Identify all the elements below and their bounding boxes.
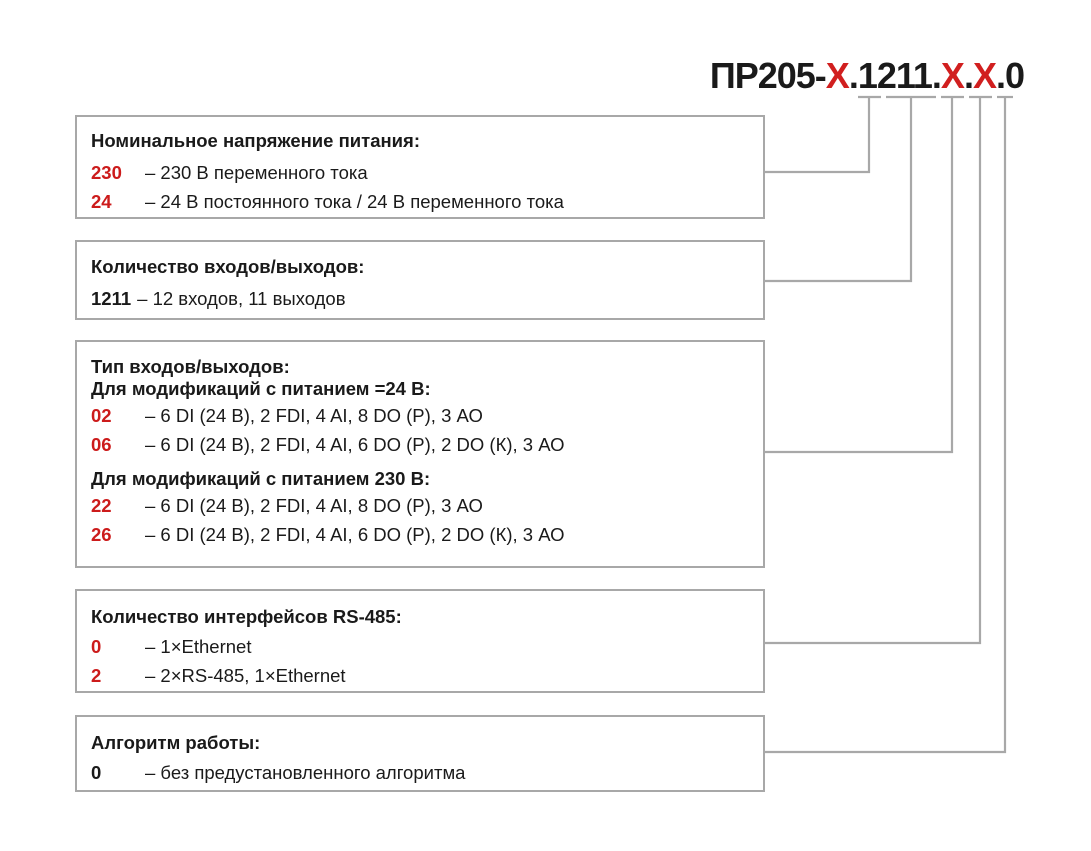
option-row <box>91 191 749 213</box>
option-description: – без предустановленного алгоритма <box>145 762 466 783</box>
option-row <box>91 636 749 658</box>
code-separator: . <box>963 55 973 96</box>
option-description: – 1×Ethernet <box>145 636 252 657</box>
option-description: – 6 DI (24 В), 2 FDI, 4 AI, 8 DO (Р), 3 АО <box>145 405 483 426</box>
box-io-type-subtitle-230v: Для модификаций с питанием 230 В: <box>91 468 431 489</box>
option-row <box>91 162 749 184</box>
option-row <box>91 434 749 456</box>
option-description: – 230 В переменного тока <box>145 162 368 183</box>
code-algorithm: .0 <box>995 55 1024 96</box>
option-code: 02 <box>91 405 112 426</box>
connector-power <box>765 97 869 172</box>
box-algorithm <box>75 715 765 792</box>
option-row <box>91 405 749 427</box>
option-row <box>91 288 749 310</box>
option-code: 2 <box>91 665 102 686</box>
box-rs485-title: Количество интерфейсов RS-485: <box>91 606 402 627</box>
option-code: 06 <box>91 434 112 455</box>
option-description: – 12 входов, 11 выходов <box>137 288 346 309</box>
option-row <box>91 665 749 687</box>
option-description: – 2×RS-485, 1×Ethernet <box>145 665 346 686</box>
box-algorithm-title: Алгоритм работы: <box>91 732 261 753</box>
option-description: – 6 DI (24 В), 2 FDI, 4 AI, 6 DO (Р), 2 DO (К), 3 АО <box>145 524 565 545</box>
option-description: – 6 DI (24 В), 2 FDI, 4 AI, 8 DO (Р), 3 АО <box>145 495 483 516</box>
connector-algorithm <box>765 97 1005 752</box>
box-io-type-title: Тип входов/выходов: <box>91 356 290 377</box>
connector-io-count <box>765 97 911 281</box>
option-code: 22 <box>91 495 112 516</box>
option-description: – 24 В постоянного тока / 24 В переменного тока <box>145 191 564 212</box>
option-code: 230 <box>91 162 122 183</box>
option-row <box>91 524 749 546</box>
box-io-count <box>75 240 765 320</box>
box-power-supply <box>75 115 765 219</box>
box-io-type <box>75 340 765 568</box>
connector-io-type <box>765 97 952 452</box>
option-code: 26 <box>91 524 112 545</box>
code-prefix: ПР205- <box>709 55 826 96</box>
option-code: 0 <box>91 762 102 783</box>
option-code: 1211 <box>91 288 132 309</box>
box-power-supply-title: Номинальное напряжение питания: <box>91 130 420 151</box>
connector-rs485 <box>765 97 980 643</box>
code-placeholder-io-type: X <box>940 55 964 96</box>
option-code: 24 <box>91 191 112 212</box>
code-placeholder-rs485: X <box>972 55 996 96</box>
box-io-count-title: Количество входов/выходов: <box>91 256 365 277</box>
option-code: 0 <box>91 636 102 657</box>
option-row <box>91 495 749 517</box>
code-placeholder-power: X <box>825 55 849 96</box>
code-io-count: .1211. <box>848 55 941 96</box>
box-rs485 <box>75 589 765 693</box>
option-description: – 6 DI (24 В), 2 FDI, 4 AI, 6 DO (Р), 2 DO (К), 3 АО <box>145 434 565 455</box>
option-row <box>91 762 749 784</box>
box-io-type-subtitle-24v: Для модификаций с питанием =24 В: <box>91 378 431 399</box>
